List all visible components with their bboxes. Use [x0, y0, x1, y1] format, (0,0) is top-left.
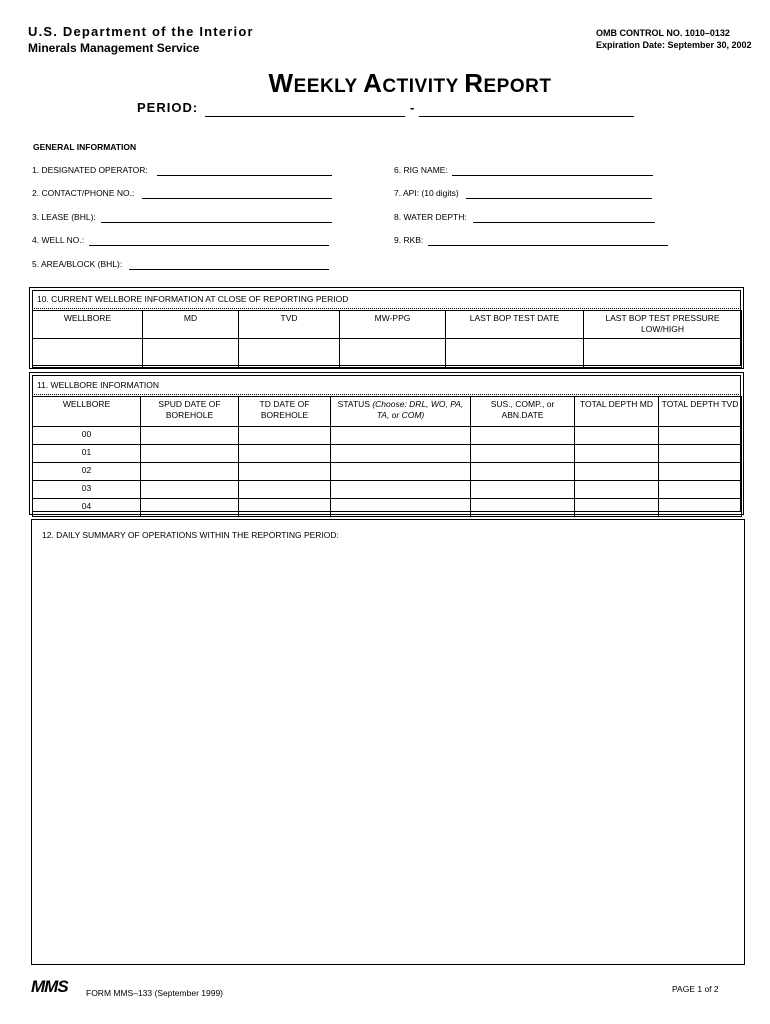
table-cell[interactable] — [575, 463, 659, 481]
wellbore-id: 00 — [33, 427, 141, 445]
table-cell[interactable] — [471, 427, 575, 445]
api-label: 7. API: (10 digits) — [394, 188, 459, 198]
well-no-label: 4. WELL NO.: — [32, 235, 85, 245]
col-header-tvd: TVD — [239, 311, 340, 339]
area-block-label: 5. AREA/BLOCK (BHL): — [32, 259, 123, 269]
table-row — [33, 427, 742, 445]
col-header-sus-comp-abn-date: SUS., COMP., or ABN.DATE — [471, 397, 575, 427]
table-cell[interactable] — [239, 499, 331, 517]
agency-name: U.S. Department of the Interior — [28, 24, 254, 39]
table-cell[interactable] — [575, 481, 659, 499]
table-cell[interactable] — [141, 463, 239, 481]
table-cell[interactable] — [141, 499, 239, 517]
table-cell[interactable] — [584, 339, 742, 368]
col-header-status: STATUS (Choose: DRL, WO, PA, TA, or COM) — [331, 397, 471, 427]
table-cell[interactable] — [331, 445, 471, 463]
col-header-spud-date: SPUD DATE OF BOREHOLE — [141, 397, 239, 427]
section-10-divider — [32, 308, 741, 309]
table-cell[interactable] — [471, 445, 575, 463]
table-cell[interactable] — [446, 339, 584, 368]
lease-bhl-label: 3. LEASE (BHL): — [32, 212, 96, 222]
period-start-field[interactable] — [205, 116, 405, 117]
table-cell[interactable] — [143, 339, 239, 368]
period-label: PERIOD: — [137, 100, 199, 115]
table-cell[interactable] — [659, 499, 742, 517]
wellbore-info-table — [32, 396, 742, 517]
omb-control-number: OMB CONTROL NO. 1010–0132 — [596, 28, 730, 38]
table-cell[interactable] — [239, 427, 331, 445]
well-no-field[interactable] — [89, 245, 329, 246]
wellbore-id: 01 — [33, 445, 141, 463]
general-info-heading: GENERAL INFORMATION — [33, 142, 137, 152]
designated-operator-label: 1. DESIGNATED OPERATOR: — [32, 165, 148, 175]
rig-name-field[interactable] — [452, 175, 653, 176]
water-depth-label: 8. WATER DEPTH: — [394, 212, 467, 222]
col-header-wellbore: WELLBORE — [33, 397, 141, 427]
agency-subname: Minerals Management Service — [28, 41, 200, 55]
wellbore-id: 03 — [33, 481, 141, 499]
table-cell[interactable] — [141, 481, 239, 499]
col-header-mw-ppg: MW-PPG — [340, 311, 446, 339]
page-title: WEEKLY ACTIVITY REPORT — [268, 68, 552, 98]
water-depth-field[interactable] — [473, 222, 655, 223]
section-10-label: 10. CURRENT WELLBORE INFORMATION AT CLOSE OF REPORTING PERIOD — [37, 294, 349, 304]
rkb-label: 9. RKB: — [394, 235, 424, 245]
table-cell[interactable] — [659, 445, 742, 463]
table-cell[interactable] — [659, 427, 742, 445]
daily-summary-box[interactable] — [31, 519, 745, 965]
table-cell[interactable] — [331, 463, 471, 481]
current-wellbore-table — [32, 310, 742, 368]
col-header-td-date: TD DATE OF BOREHOLE — [239, 397, 331, 427]
period-separator: - — [410, 100, 415, 115]
table-cell[interactable] — [340, 339, 446, 368]
table-cell[interactable] — [659, 463, 742, 481]
wellbore-id: 04 — [33, 499, 141, 517]
contact-phone-label: 2. CONTACT/PHONE NO.: — [32, 188, 135, 198]
col-header-total-depth-md: TOTAL DEPTH MD — [575, 397, 659, 427]
table-cell[interactable] — [331, 481, 471, 499]
mms-logo: MMS — [31, 977, 68, 996]
col-header-last-bop-pressure: LAST BOP TEST PRESSURE LOW/HIGH — [584, 311, 742, 339]
period-end-field[interactable] — [419, 116, 634, 117]
area-block-field[interactable] — [129, 269, 329, 270]
table-cell[interactable] — [239, 445, 331, 463]
rig-name-label: 6. RIG NAME: — [394, 165, 448, 175]
expiration-date: Expiration Date: September 30, 2002 — [596, 40, 752, 50]
rkb-field[interactable] — [428, 245, 668, 246]
table-cell[interactable] — [471, 463, 575, 481]
col-header-total-depth-tvd: TOTAL DEPTH TVD — [659, 397, 742, 427]
section-12-label: 12. DAILY SUMMARY OF OPERATIONS WITHIN THE REPORTING PERIOD: — [42, 530, 339, 540]
page-number: PAGE 1 of 2 — [672, 984, 719, 994]
wellbore-id: 02 — [33, 463, 141, 481]
api-field[interactable] — [466, 198, 652, 199]
table-row — [33, 499, 742, 517]
table-row — [33, 481, 742, 499]
form-id: FORM MMS–133 (September 1999) — [86, 988, 223, 998]
table-cell[interactable] — [33, 339, 143, 368]
table-cell[interactable] — [239, 339, 340, 368]
col-header-last-bop-date: LAST BOP TEST DATE — [446, 311, 584, 339]
table-cell[interactable] — [575, 427, 659, 445]
table-cell[interactable] — [471, 481, 575, 499]
table-cell[interactable] — [141, 445, 239, 463]
col-header-md: MD — [143, 311, 239, 339]
lease-bhl-field[interactable] — [101, 222, 332, 223]
table-row — [33, 445, 742, 463]
table-cell[interactable] — [239, 463, 331, 481]
section-11-label: 11. WELLBORE INFORMATION — [37, 380, 160, 390]
table-cell[interactable] — [575, 499, 659, 517]
table-cell[interactable] — [471, 499, 575, 517]
table-cell[interactable] — [331, 427, 471, 445]
contact-phone-field[interactable] — [142, 198, 332, 199]
table-cell[interactable] — [141, 427, 239, 445]
table-cell[interactable] — [331, 499, 471, 517]
table-cell[interactable] — [239, 481, 331, 499]
col-header-wellbore: WELLBORE — [33, 311, 143, 339]
table-cell[interactable] — [575, 445, 659, 463]
section-11-divider — [32, 394, 741, 395]
table-row — [33, 463, 742, 481]
table-cell[interactable] — [659, 481, 742, 499]
designated-operator-field[interactable] — [157, 175, 332, 176]
